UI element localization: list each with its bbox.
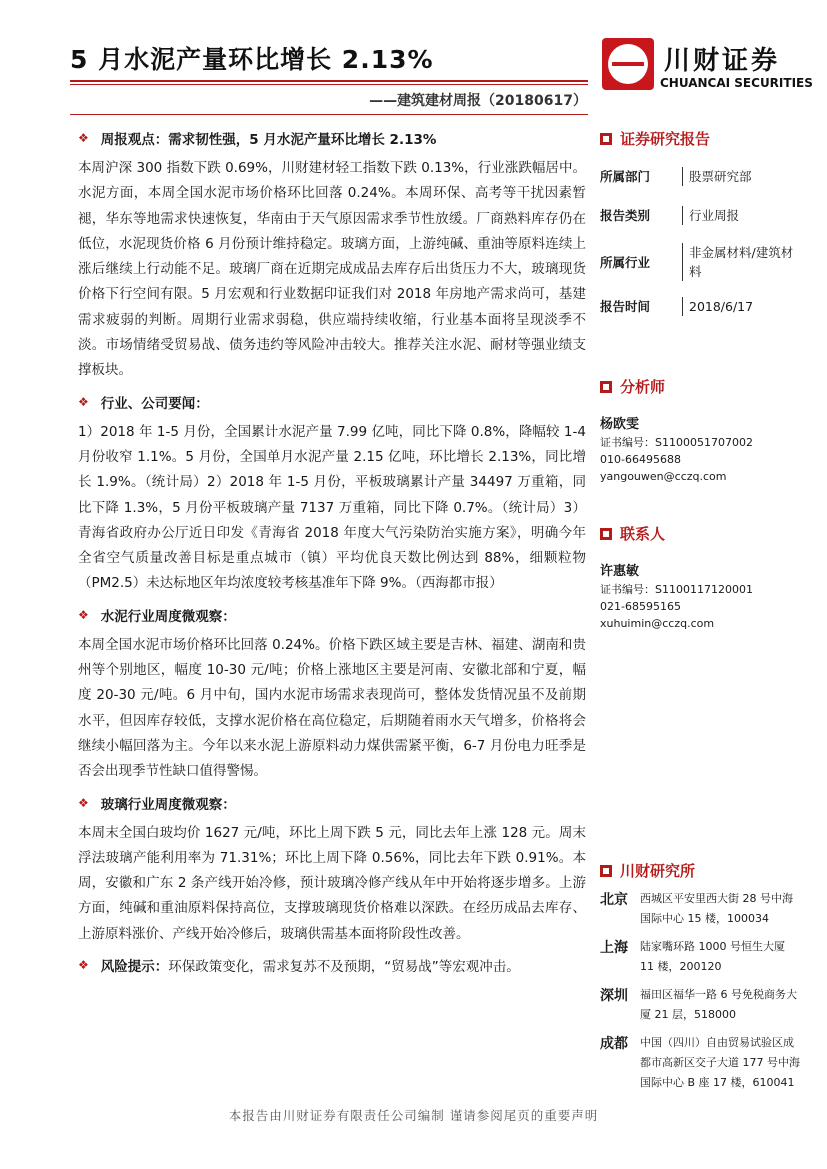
- office-chengdu: 成都 中国（四川）自由贸易试验区成都市高新区交子大道 177 号中海国际中心 B 座 17 楼，610041: [600, 1036, 800, 1089]
- info-row: 报告类别 行业周报: [600, 206, 800, 225]
- main-content: [78, 128, 586, 983]
- brand-name-english: CHUANCAI SECURITIES: [660, 76, 813, 90]
- contact-heading: 联系人: [620, 525, 666, 543]
- info-row: 所属行业 非金属材料/建筑材料: [600, 243, 800, 281]
- square-bullet-icon: [600, 865, 612, 877]
- section-body: 本周末全国白玻均价 1627 元/吨，环比上周下跌 5 元，同比去年上涨 128 元。周末浮法玻璃产能利用率为 71.31%；环比上周下降 0.56%，同比去年下跌 0.91%。本周，安徽和广东 2 条产线开始冷修，预计玻璃冷修产线从年中开始将逐步增多。上游方面，纯碱和重油原料保持高位，支撑玻璃现货价格难以深跌。在经历成品去库存、上游原料涨价、产线开始冷修后，玻璃供需基本面将阶段性改善。: [78, 824, 586, 942]
- brand-logo-icon: [602, 38, 654, 90]
- diamond-bullet-icon: ❖: [78, 958, 89, 973]
- page-title: 5 月水泥产量环比增长 2.13%: [70, 45, 434, 74]
- section-view: [78, 128, 586, 384]
- analyst-cert: 证书编号：S1100051707002: [600, 436, 753, 449]
- contact-email[interactable]: xuhuimin@cczq.com: [600, 617, 715, 630]
- report-type-heading: 证券研究报告: [620, 130, 711, 148]
- square-bullet-icon: [600, 528, 612, 540]
- risk-text: 环保政策变化，需求复苏不及预期，“贸易战”等宏观冲击。: [168, 959, 520, 976]
- section-glass: [78, 793, 586, 947]
- header-rule-top: [70, 80, 588, 82]
- page-footer: 本报告由川财证券有限责任公司编制 谨请参阅尾页的重要声明: [228, 1108, 599, 1123]
- office-shanghai: 上海 陆家嘴环路 1000 号恒生大厦 11 楼，200120: [600, 940, 785, 973]
- section-heading: 周报观点：需求韧性强，5 月水泥产量环比增长 2.13%: [100, 132, 437, 148]
- office-beijing: 北京 西城区平安里西大街 28 号中海国际中心 15 楼，100034: [600, 892, 793, 925]
- brand-name: 川财证券: [664, 46, 781, 76]
- section-body: 本周全国水泥市场价格环比回落 0.24%。价格下跌区域主要是吉林、福建、湖南和贵州等个别地区，幅度 10-30 元/吨；价格上涨地区主要是河南、安徽北部和宁夏，幅度 20-30 元/吨。6 月中旬，国内水泥市场需求表现尚可，整体发货情况虽不及前期水平，但因库存较低，支撑水泥价格在高位稳定，后期随着雨水天气增多，价格将会继续小幅回落为主。今年以来水泥上游原料动力煤供需紧平衡，6-7 月份电力旺季是否会出现季节性缺口值得警惕。: [78, 636, 586, 780]
- section-heading: 玻璃行业周度微观察：: [100, 796, 236, 813]
- risk-warning: [78, 955, 586, 975]
- analyst-heading: 分析师: [620, 378, 666, 396]
- square-bullet-icon: [600, 381, 612, 393]
- diamond-bullet-icon: ❖: [78, 394, 89, 409]
- diamond-bullet-icon: ❖: [78, 131, 89, 145]
- section-heading: 行业、公司要闻：: [100, 395, 209, 412]
- section-body: 本周沪深 300 指数下跌 0.69%，川财建材轻工指数下跌 0.13%，行业涨跌幅居中。水泥方面，本周全国水泥市场价格环比回落 0.24%。本周环保、高考等干扰因素暂褪，华东等地需求快速恢复，华南由于天气原因需求季节性放缓。厂商熟料库存仍在低位，水泥现货价格 6 月份预计维持稳定。玻璃方面，上游纯碱、重油等原料连续上涨后继续上行动能不足。玻璃厂商在近期完成成品去库存后出货压力不大，玻璃现货价格下行空间有限。5 月宏观和行业数据印证我们对 2018 年房地产需求尚可，基建需求疲弱的判断。周期行业需求弱稳，供应端持续收缩，行业基本面将呈现淡季不淡。市场情绪受贸易战、债务违约等风险冲击较大。推荐关注水泥、耐材等强业绩支撑板块。: [78, 160, 586, 379]
- institute-heading: 川财研究所: [620, 862, 696, 880]
- diamond-bullet-icon: ❖: [78, 795, 89, 810]
- contact-phone: 021-68595165: [600, 600, 681, 613]
- sidebar: [600, 128, 800, 1101]
- square-bullet-icon: [600, 133, 612, 145]
- page-subtitle: ——建筑建材周报（20180617）: [369, 93, 587, 109]
- diamond-bullet-icon: ❖: [78, 607, 89, 622]
- section-heading: 水泥行业周度微观察：: [100, 608, 236, 625]
- section-cement: [78, 605, 586, 785]
- header-rule-bottom: [70, 114, 588, 115]
- info-row: 报告时间 2018/6/17: [600, 297, 800, 316]
- contact-name: 许惠敏: [600, 564, 640, 579]
- contact-cert: 证书编号：S1100117120001: [600, 583, 753, 596]
- office-shenzhen: 深圳 福田区福华一路 6 号免税商务大厦 21 层，518000: [600, 988, 797, 1021]
- info-row: 所属部门 股票研究部: [600, 167, 800, 186]
- section-body: 1）2018 年 1-5 月份，全国累计水泥产量 7.99 亿吨，同比下降 0.8%，降幅较 1-4 月份收窄 1.1%。5 月份，全国单月水泥产量 2.15 亿吨，环比增长 2.13%，同比增长 1.9%。（统计局）2）2018 年 1-5 月份，平板玻璃累计产量 34497 万重箱，同比下降 1.3%，5 月份平板玻璃产量 7137 万重箱，同比下降 0.7%。（统计局）3）青海省政府办公厅近日印发《青海省 2018 年度大气污染防治实施方案》，明确今年全省空气质量改善目标是重点城市（镇）平均优良天数比例达到 88%，细颗粒物（PM2.5）未达标地区年均浓度较考核基准年下降 9%。（西海都市报）: [78, 423, 586, 592]
- analyst-phone: 010-66495688: [600, 453, 681, 466]
- section-news: [78, 392, 586, 597]
- header-rule-second: [70, 84, 588, 85]
- analyst-email[interactable]: yangouwen@cczq.com: [600, 470, 727, 483]
- risk-label: 风险提示：: [100, 959, 169, 976]
- analyst-name: 杨欧雯: [600, 417, 640, 432]
